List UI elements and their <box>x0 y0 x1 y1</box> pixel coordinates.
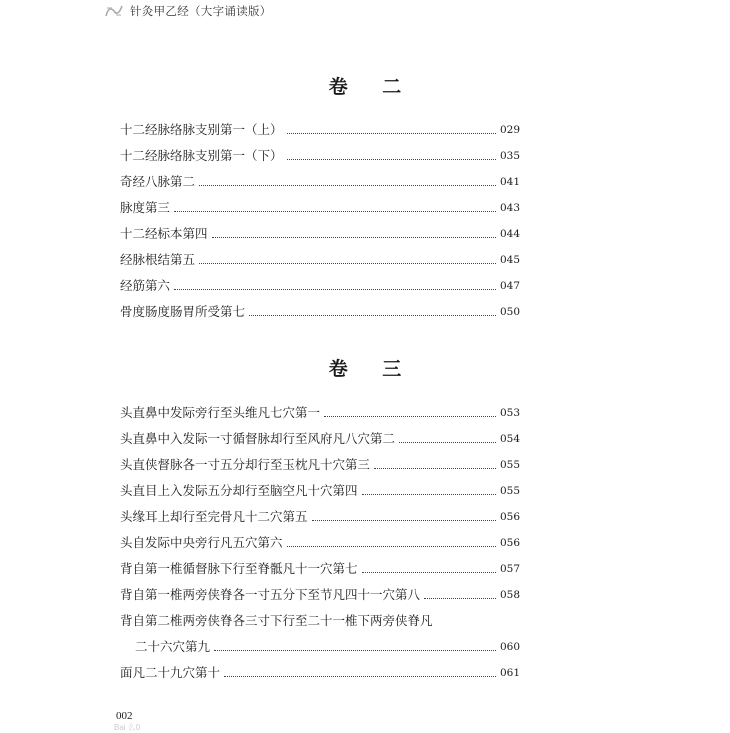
toc-entry-label: 经脉根结第五 <box>120 252 196 267</box>
toc-entry-page: 029 <box>499 124 520 136</box>
dot-leader <box>224 675 496 677</box>
toc-entry-page: 060 <box>499 641 520 653</box>
toc-entry-page: 044 <box>499 228 520 240</box>
toc-entry-label: 背自第一椎循督脉下行至脊骶凡十一穴第七 <box>120 561 358 576</box>
toc-entry[interactable] <box>120 405 520 421</box>
toc-entry-page: 061 <box>499 667 520 679</box>
toc-entry[interactable] <box>120 665 520 681</box>
toc-entry-label: 头自发际中央旁行凡五穴第六 <box>120 535 283 550</box>
toc-entry-label: 十二经标本第四 <box>120 226 208 241</box>
toc-entry-label: 背自第二椎两旁侠脊各三寸下行至二十一椎下两旁侠脊凡 <box>120 613 433 628</box>
toc-entry-label: 头直鼻中入发际一寸循督脉却行至风府凡八穴第二 <box>120 431 396 446</box>
toc-entry-page: 043 <box>499 202 520 214</box>
toc-entry-label: 背自第一椎两旁侠脊各一寸五分下至节凡四十一穴第八 <box>120 587 421 602</box>
toc-entry-label: 面凡二十九穴第十 <box>120 665 221 680</box>
toc-entry[interactable] <box>120 148 520 164</box>
toc-entry-label: 头缘耳上却行至完骨凡十二穴第五 <box>120 509 308 524</box>
toc-entry[interactable] <box>120 226 520 242</box>
toc-entry[interactable] <box>120 278 520 294</box>
dot-leader <box>362 571 496 573</box>
toc-entry-page: 041 <box>499 176 520 188</box>
toc-entry-page: 056 <box>499 511 520 523</box>
dot-leader <box>424 597 496 599</box>
toc-entry-page: 055 <box>499 459 520 471</box>
dot-leader <box>324 415 496 417</box>
dot-leader <box>287 545 496 547</box>
toc-entry-label: 二十六穴第九 <box>135 639 211 654</box>
toc-entry-page: 056 <box>499 537 520 549</box>
section-title-vol3: 卷 三 <box>328 358 416 380</box>
toc-entry[interactable] <box>120 509 520 525</box>
toc-entry[interactable] <box>120 535 520 551</box>
dot-leader <box>249 314 496 316</box>
toc-entry-label: 头直目上入发际五分却行至脑空凡十穴第四 <box>120 483 358 498</box>
toc-entry-page: 053 <box>499 407 520 419</box>
toc-entry[interactable] <box>120 639 520 655</box>
dot-leader <box>174 288 496 290</box>
toc-entry-page: 045 <box>499 254 520 266</box>
toc-entry-page: 054 <box>499 433 520 445</box>
dot-leader <box>199 262 496 264</box>
toc-entry[interactable] <box>120 561 520 577</box>
dot-leader <box>399 441 496 443</box>
dot-leader <box>312 519 496 521</box>
toc-entry-label: 头直鼻中发际旁行至头维凡七穴第一 <box>120 405 321 420</box>
section-title-vol2: 卷 二 <box>328 76 416 98</box>
toc-entry[interactable] <box>120 174 520 190</box>
dot-leader <box>362 493 496 495</box>
toc-entry-label: 脉度第三 <box>120 200 171 215</box>
dot-leader <box>214 649 496 651</box>
dot-leader <box>174 210 496 212</box>
page-number: 002 <box>116 710 133 722</box>
toc-entry[interactable] <box>120 304 520 320</box>
toc-entry-label: 经筋第六 <box>120 278 171 293</box>
toc-entry[interactable] <box>120 431 520 447</box>
toc-entry-label: 奇经八脉第二 <box>120 174 196 189</box>
toc-entry[interactable] <box>120 483 520 499</box>
toc-entry[interactable] <box>120 200 520 216</box>
toc-entry-page: 035 <box>499 150 520 162</box>
toc-entry-page: 050 <box>499 306 520 318</box>
toc-entry-page: 047 <box>499 280 520 292</box>
watermark: Bai 么0 <box>114 723 141 732</box>
toc-entry[interactable] <box>120 587 520 603</box>
toc-entry[interactable] <box>120 252 520 268</box>
toc-entry-label: 头直侠督脉各一寸五分却行至玉枕凡十穴第三 <box>120 457 371 472</box>
running-header <box>104 2 272 20</box>
toc-entry-label: 骨度肠度肠胃所受第七 <box>120 304 246 319</box>
toc-entry[interactable] <box>120 122 520 138</box>
toc-entry-page: 055 <box>499 485 520 497</box>
dot-leader <box>287 158 496 160</box>
toc-entry-page: 057 <box>499 563 520 575</box>
publisher-logo-icon <box>104 3 124 19</box>
dot-leader <box>212 236 496 238</box>
dot-leader <box>199 184 496 186</box>
toc-entry-continued[interactable] <box>120 613 520 629</box>
toc-entry-page: 058 <box>499 589 520 601</box>
toc-entry-label: 十二经脉络脉支别第一（上） <box>120 122 283 137</box>
dot-leader <box>374 467 496 469</box>
toc-entry[interactable] <box>120 457 520 473</box>
toc-entry-label: 十二经脉络脉支别第一（下） <box>120 148 283 163</box>
dot-leader <box>287 132 496 134</box>
book-title: 针灸甲乙经（大字诵读版） <box>130 4 272 18</box>
